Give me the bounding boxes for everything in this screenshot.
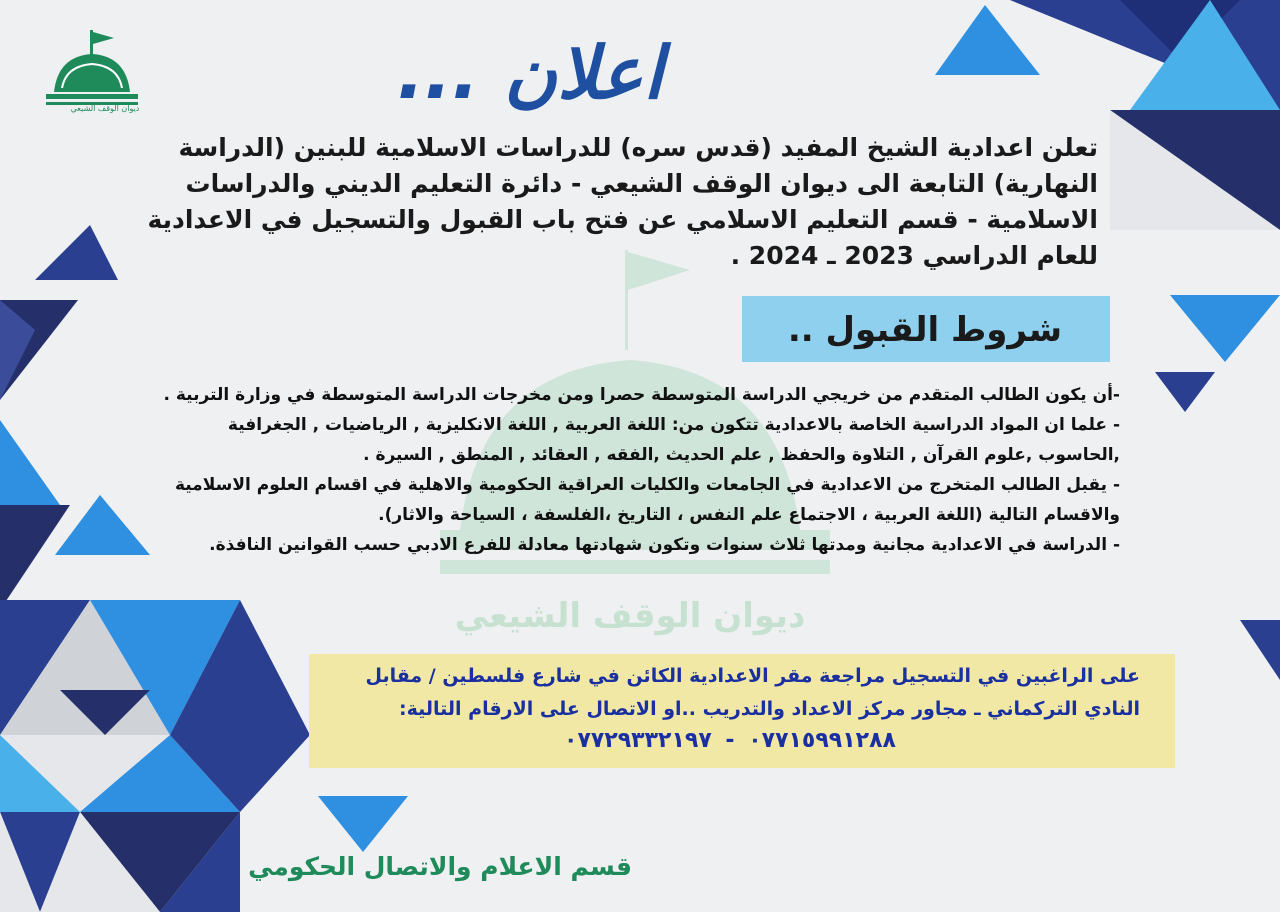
triangle-decoration	[935, 5, 1040, 75]
footer-department: قسم الاعلام والاتصال الحكومي	[248, 852, 632, 881]
triangle-decoration	[1240, 620, 1280, 680]
section-title: شروط القبول ..	[787, 310, 1062, 350]
triangle-decoration	[318, 796, 408, 852]
triangle-decoration	[55, 495, 150, 555]
triangle-decoration	[35, 225, 118, 280]
logo-text: ديوان الوقف الشيعي	[70, 104, 140, 113]
phone-numbers: ٠٧٧١٥٩٩١٢٨٨ - ٠٧٧٢٩٣٣٢١٩٧	[564, 728, 896, 753]
triangle-decoration	[0, 505, 70, 610]
registration-text: على الراغبين في التسجيل مراجعة مقر الاعدادية الكائن في شارع فلسطين / مقابل النادي التركماني ـ مجاور مركز الاعداد والتدريب ..او الاتصال على الارقام التالية:	[365, 665, 1140, 720]
conditions-list	[160, 380, 1120, 560]
condition-item: -أن يكون الطالب المتقدم من خريجي الدراسة المتوسطة حصرا ومن مخرجات الدراسة المتوسطة في وزارة التربية .	[163, 385, 1120, 405]
triangle-decoration	[0, 420, 60, 505]
watermark-text: ديوان الوقف الشيعي	[454, 596, 806, 636]
condition-item: - الدراسة في الاعدادية مجانية ومدتها ثلاث سنوات وتكون شهادتها معادلة للفرع الادبي حسب القوانين النافذة.	[209, 535, 1120, 555]
condition-item: - يقبل الطالب المتخرج من الاعدادية في الجامعات والكليات العراقية الحكومية والاهلية في اقسام العلوم الاسلامية والاقسام التالية (اللغة العربية ، الاجتماع علم النفس ، التاريخ ،الفلسفة ، السياحة والاثار).	[174, 475, 1120, 525]
page-title: اعلان ...	[397, 31, 663, 115]
triangle-decoration	[1170, 295, 1280, 362]
intro-paragraph: تعلن اعدادية الشيخ المفيد (قدس سره) للدراسات الاسلامية للبنين (الدراسة النهارية) التابعة الى ديوان الوقف الشيعي - دائرة التعليم الديني والدراسات الاسلامية - قسم التعليم الاسلامي عن فتح باب القبول والتسجيل في الاعدادية للعام الدراسي 2023 ـ 2024 .	[147, 133, 1098, 270]
triangle-decoration	[1155, 372, 1215, 412]
condition-item: - علما ان المواد الدراسية الخاصة بالاعدادية تتكون من: اللغة العربية , اللغة الانكليزية , الرياضيات , الجغرافية ,الحاسوب ,علوم القرآن , التلاوة والحفظ , علم الحديث ,الفقه , العقائد , المنطق , السيرة .	[227, 415, 1120, 465]
